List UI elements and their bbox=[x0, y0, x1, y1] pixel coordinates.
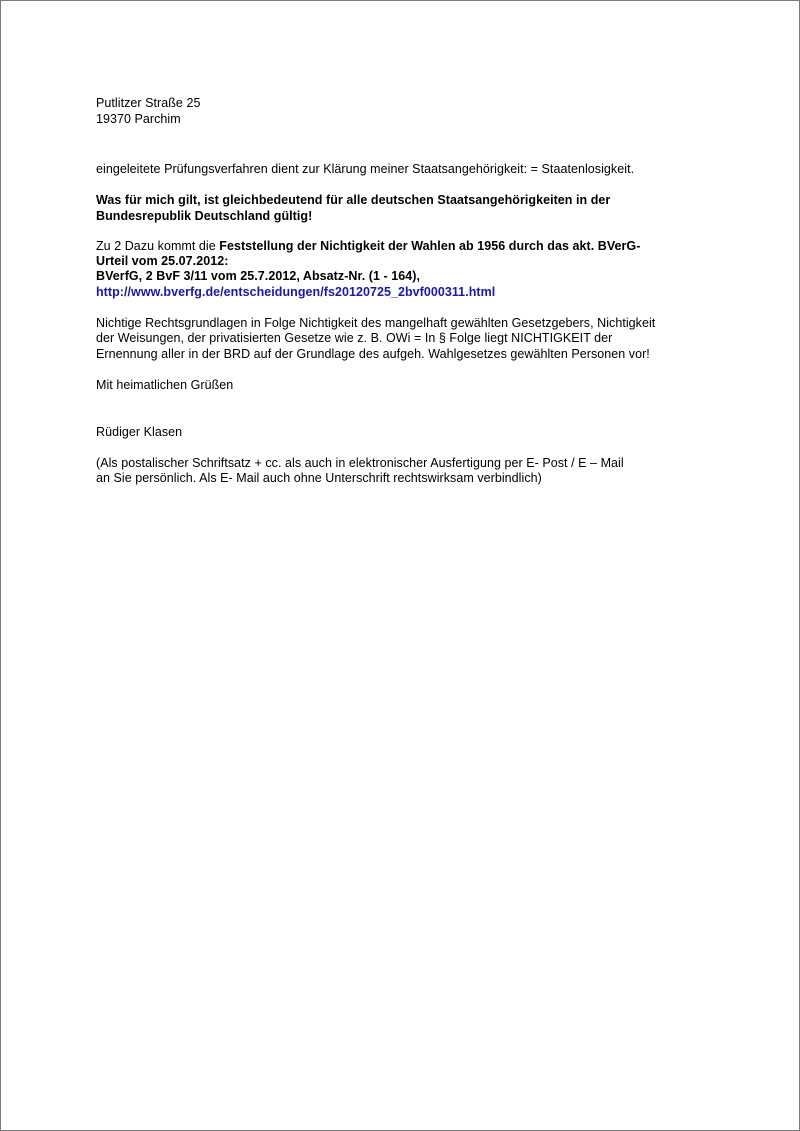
judgment-link[interactable]: http://www.bverfg.de/entscheidungen/fs20120725_2bvf000311.html bbox=[96, 285, 496, 299]
bold-statement-line-1: Was für mich gilt, ist gleichbedeutend für alle deutschen Staatsangehörigkeiten in der bbox=[96, 193, 611, 207]
signature-name: Rüdiger Klasen bbox=[96, 425, 183, 439]
note-line-2: an Sie persönlich. Als E- Mail auch ohne Unterschrift rechtswirksam verbindlich) bbox=[96, 471, 542, 485]
note-line-1: (Als postalischer Schriftsatz + cc. als auch in elektronischer Ausfertigung per E- Post / E – Mail bbox=[96, 456, 624, 470]
address-city: 19370 Parchim bbox=[96, 112, 181, 126]
closing-greeting: Mit heimatlichen Grüßen bbox=[96, 378, 234, 392]
point2-nullity-statement: Feststellung der Nichtigkeit der Wahlen ab 1956 durch das akt. BVerG- bbox=[219, 239, 641, 253]
point2-prefix: Zu 2 Dazu kommt die bbox=[96, 239, 220, 253]
point2-citation: BVerfG, 2 BvF 3/11 vom 25.7.2012, Absatz-Nr. (1 - 164), bbox=[96, 269, 420, 283]
point2-judgment-date: Urteil vom 25.07.2012: bbox=[96, 254, 229, 268]
nullity-line-3: Ernennung aller in der BRD auf der Grundlage des aufgeh. Wahlgesetzes gewählten Personen vor! bbox=[96, 347, 650, 361]
point2-line-1 bbox=[96, 239, 640, 255]
intro-paragraph: eingeleitete Prüfungsverfahren dient zur Klärung meiner Staatsangehörigkeit: = Staatenlosigkeit. bbox=[96, 162, 635, 176]
nullity-line-1: Nichtige Rechtsgrundlagen in Folge Nichtigkeit des mangelhaft gewählten Gesetzgebers, Nichtigkeit bbox=[96, 316, 656, 330]
bold-statement-line-2: Bundesrepublik Deutschland gültig! bbox=[96, 209, 313, 223]
address-street: Putlitzer Straße 25 bbox=[96, 96, 201, 110]
nullity-line-2: der Weisungen, der privatisierten Gesetze wie z. B. OWi = In § Folge liegt NICHTIGKEIT der bbox=[96, 331, 613, 345]
